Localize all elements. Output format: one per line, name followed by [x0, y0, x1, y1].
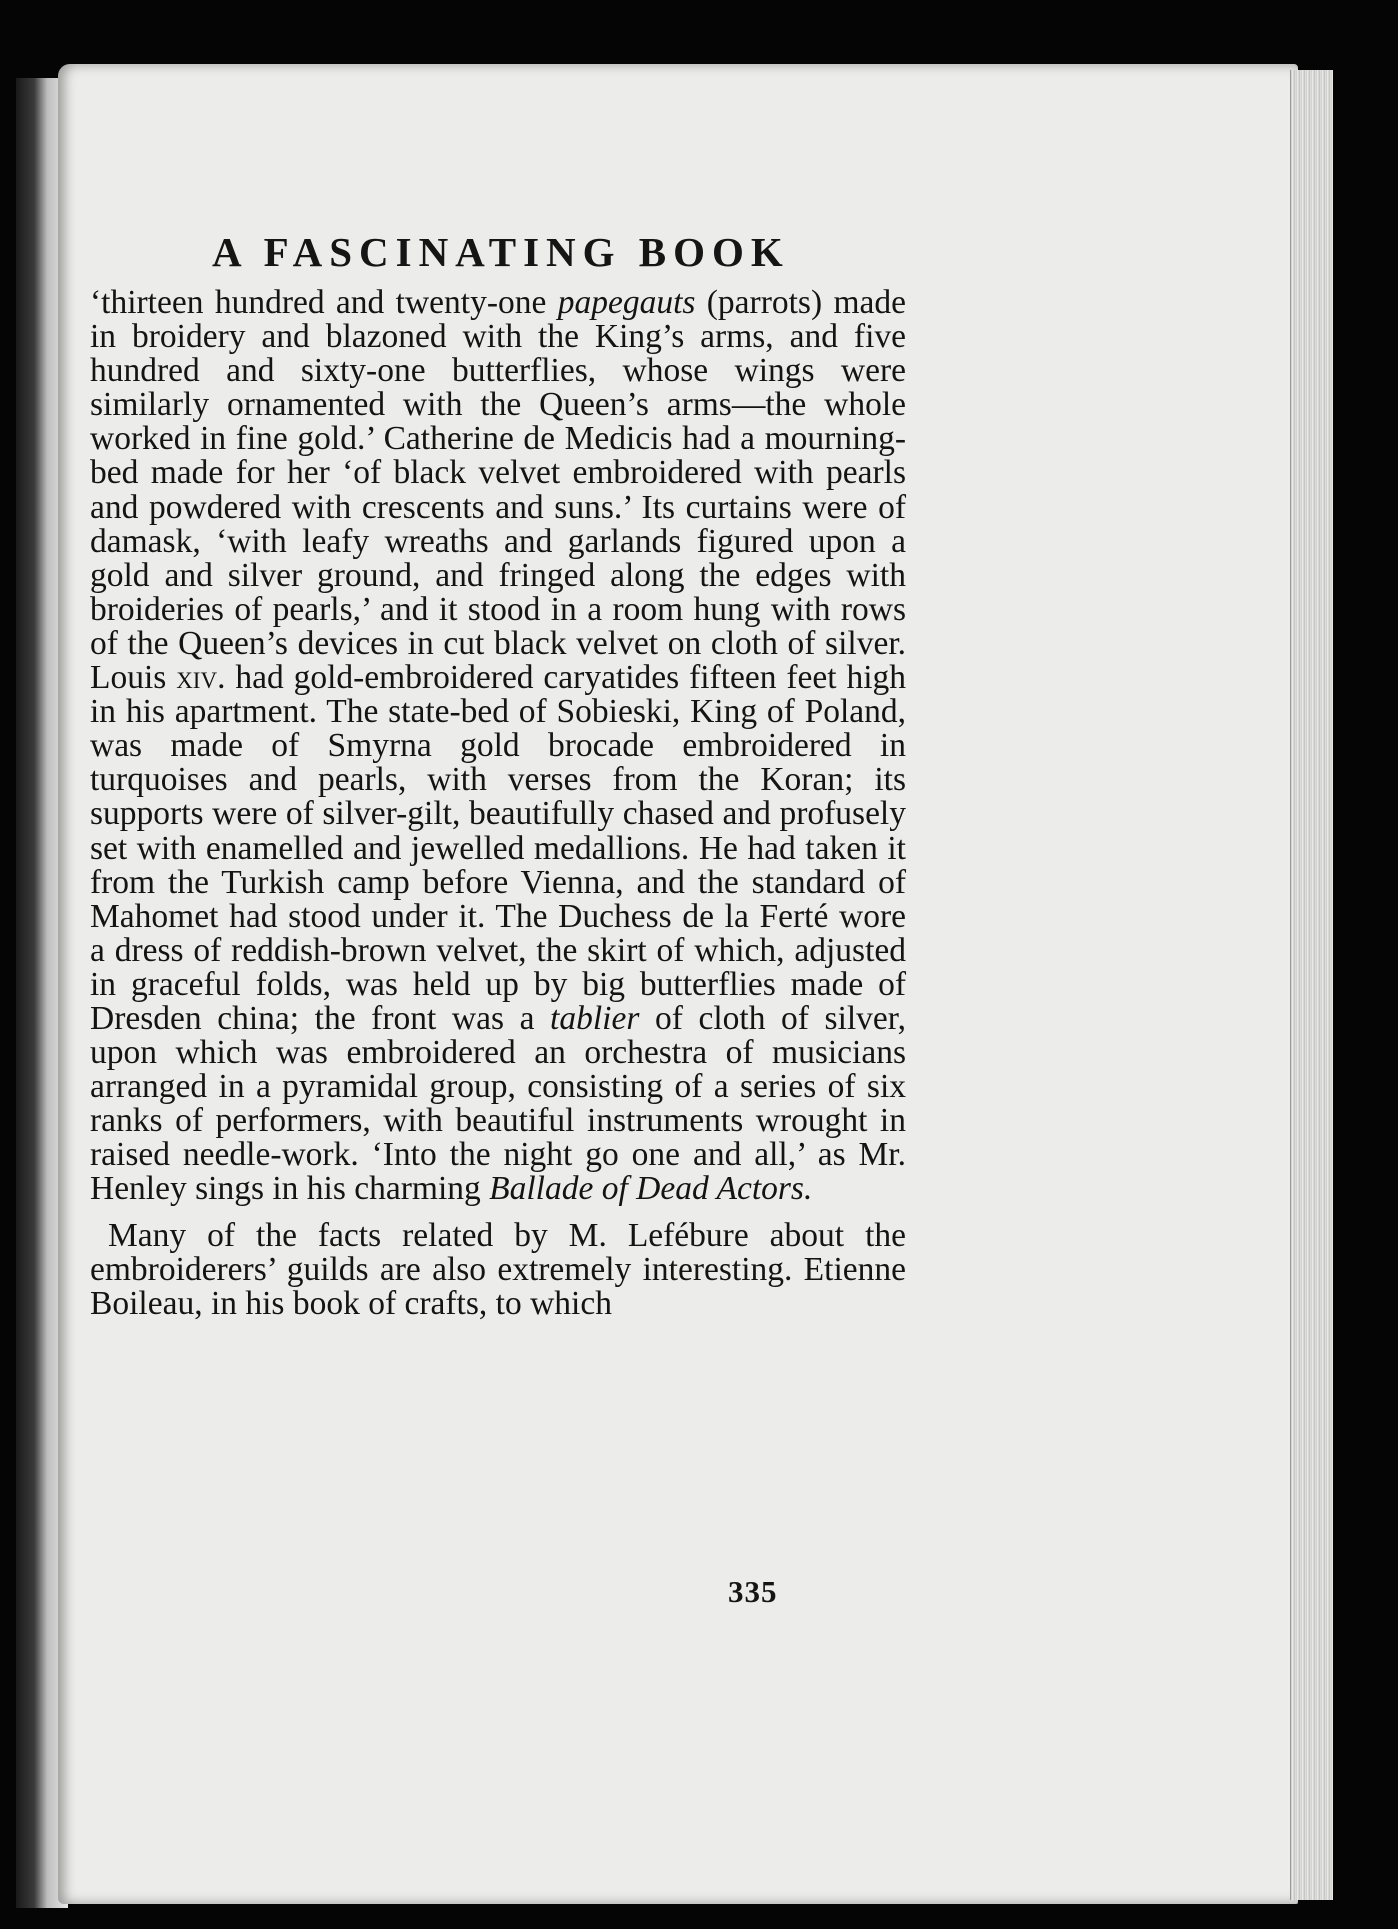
italic-text-run: papegauts: [557, 284, 696, 321]
text-run: (parrots) made in broidery and blazoned with the King’s arms, and five hundred and sixty-one butterflies, whose wings were similarly ornamented with the Queen’s arms—the whole worked in fine gold.’ Catherine de Medicis had a mourning-bed made for her ‘of black velvet embroidered with pearls and powdered with crescents and suns.’ Its curtains were of damask, ‘with leafy wreaths and garlands figured upon a gold and silver ground, and fringed along the edges with broideries of pearls,’ and it stood in a room hung with rows of the Queen’s devices in cut black velvet on cloth of silver. Louis: [90, 284, 906, 697]
text-run: ‘thirteen hundred and twenty-one: [90, 284, 558, 321]
smallcaps-text-run: xiv.: [176, 659, 226, 697]
body-text: [90, 286, 906, 1321]
page-fore-edge: [1290, 70, 1333, 1900]
text-run: had gold-embroidered caryatides fifteen feet high in his apartment. The state-bed of Sobieski, King of Poland, was made of Smyrna gold brocade embroidered in turquoises and pearls, with verses from the Koran; its supports were of silver-gilt, beautifully chased and profusely set with enamelled and jewelled medallions. He had taken it from the Turkish camp before Vienna, and the standard of Mahomet had stood under it. The Duchess de la Ferté wore a dress of reddish-brown velvet, the skirt of which, adjusted in graceful folds, was held up by big butterflies made of Dresden china; the front was a: [90, 659, 906, 1037]
text-run: of cloth of silver, upon which was embroidered an orchestra of musicians arranged in a pyramidal group, consisting of a series of six ranks of performers, with beautiful instruments wrought in raised needle-work. ‘Into the night go one and all,’ as Mr. Henley sings in his charming: [90, 999, 906, 1208]
paragraph-2: [90, 1216, 906, 1322]
text-run: Many of the facts related by M. Lefébure about the embroiderers’ guilds are also extremely interesting. Etienne Boileau, in his book of crafts, to which: [90, 1216, 906, 1322]
paragraph-1: [90, 286, 906, 1207]
running-head: A FASCINATING BOOK: [212, 229, 790, 275]
italic-text-run: Ballade of Dead Actors.: [489, 1170, 813, 1208]
page-number: 335: [728, 1574, 778, 1609]
italic-text-run: tablier: [550, 999, 640, 1037]
